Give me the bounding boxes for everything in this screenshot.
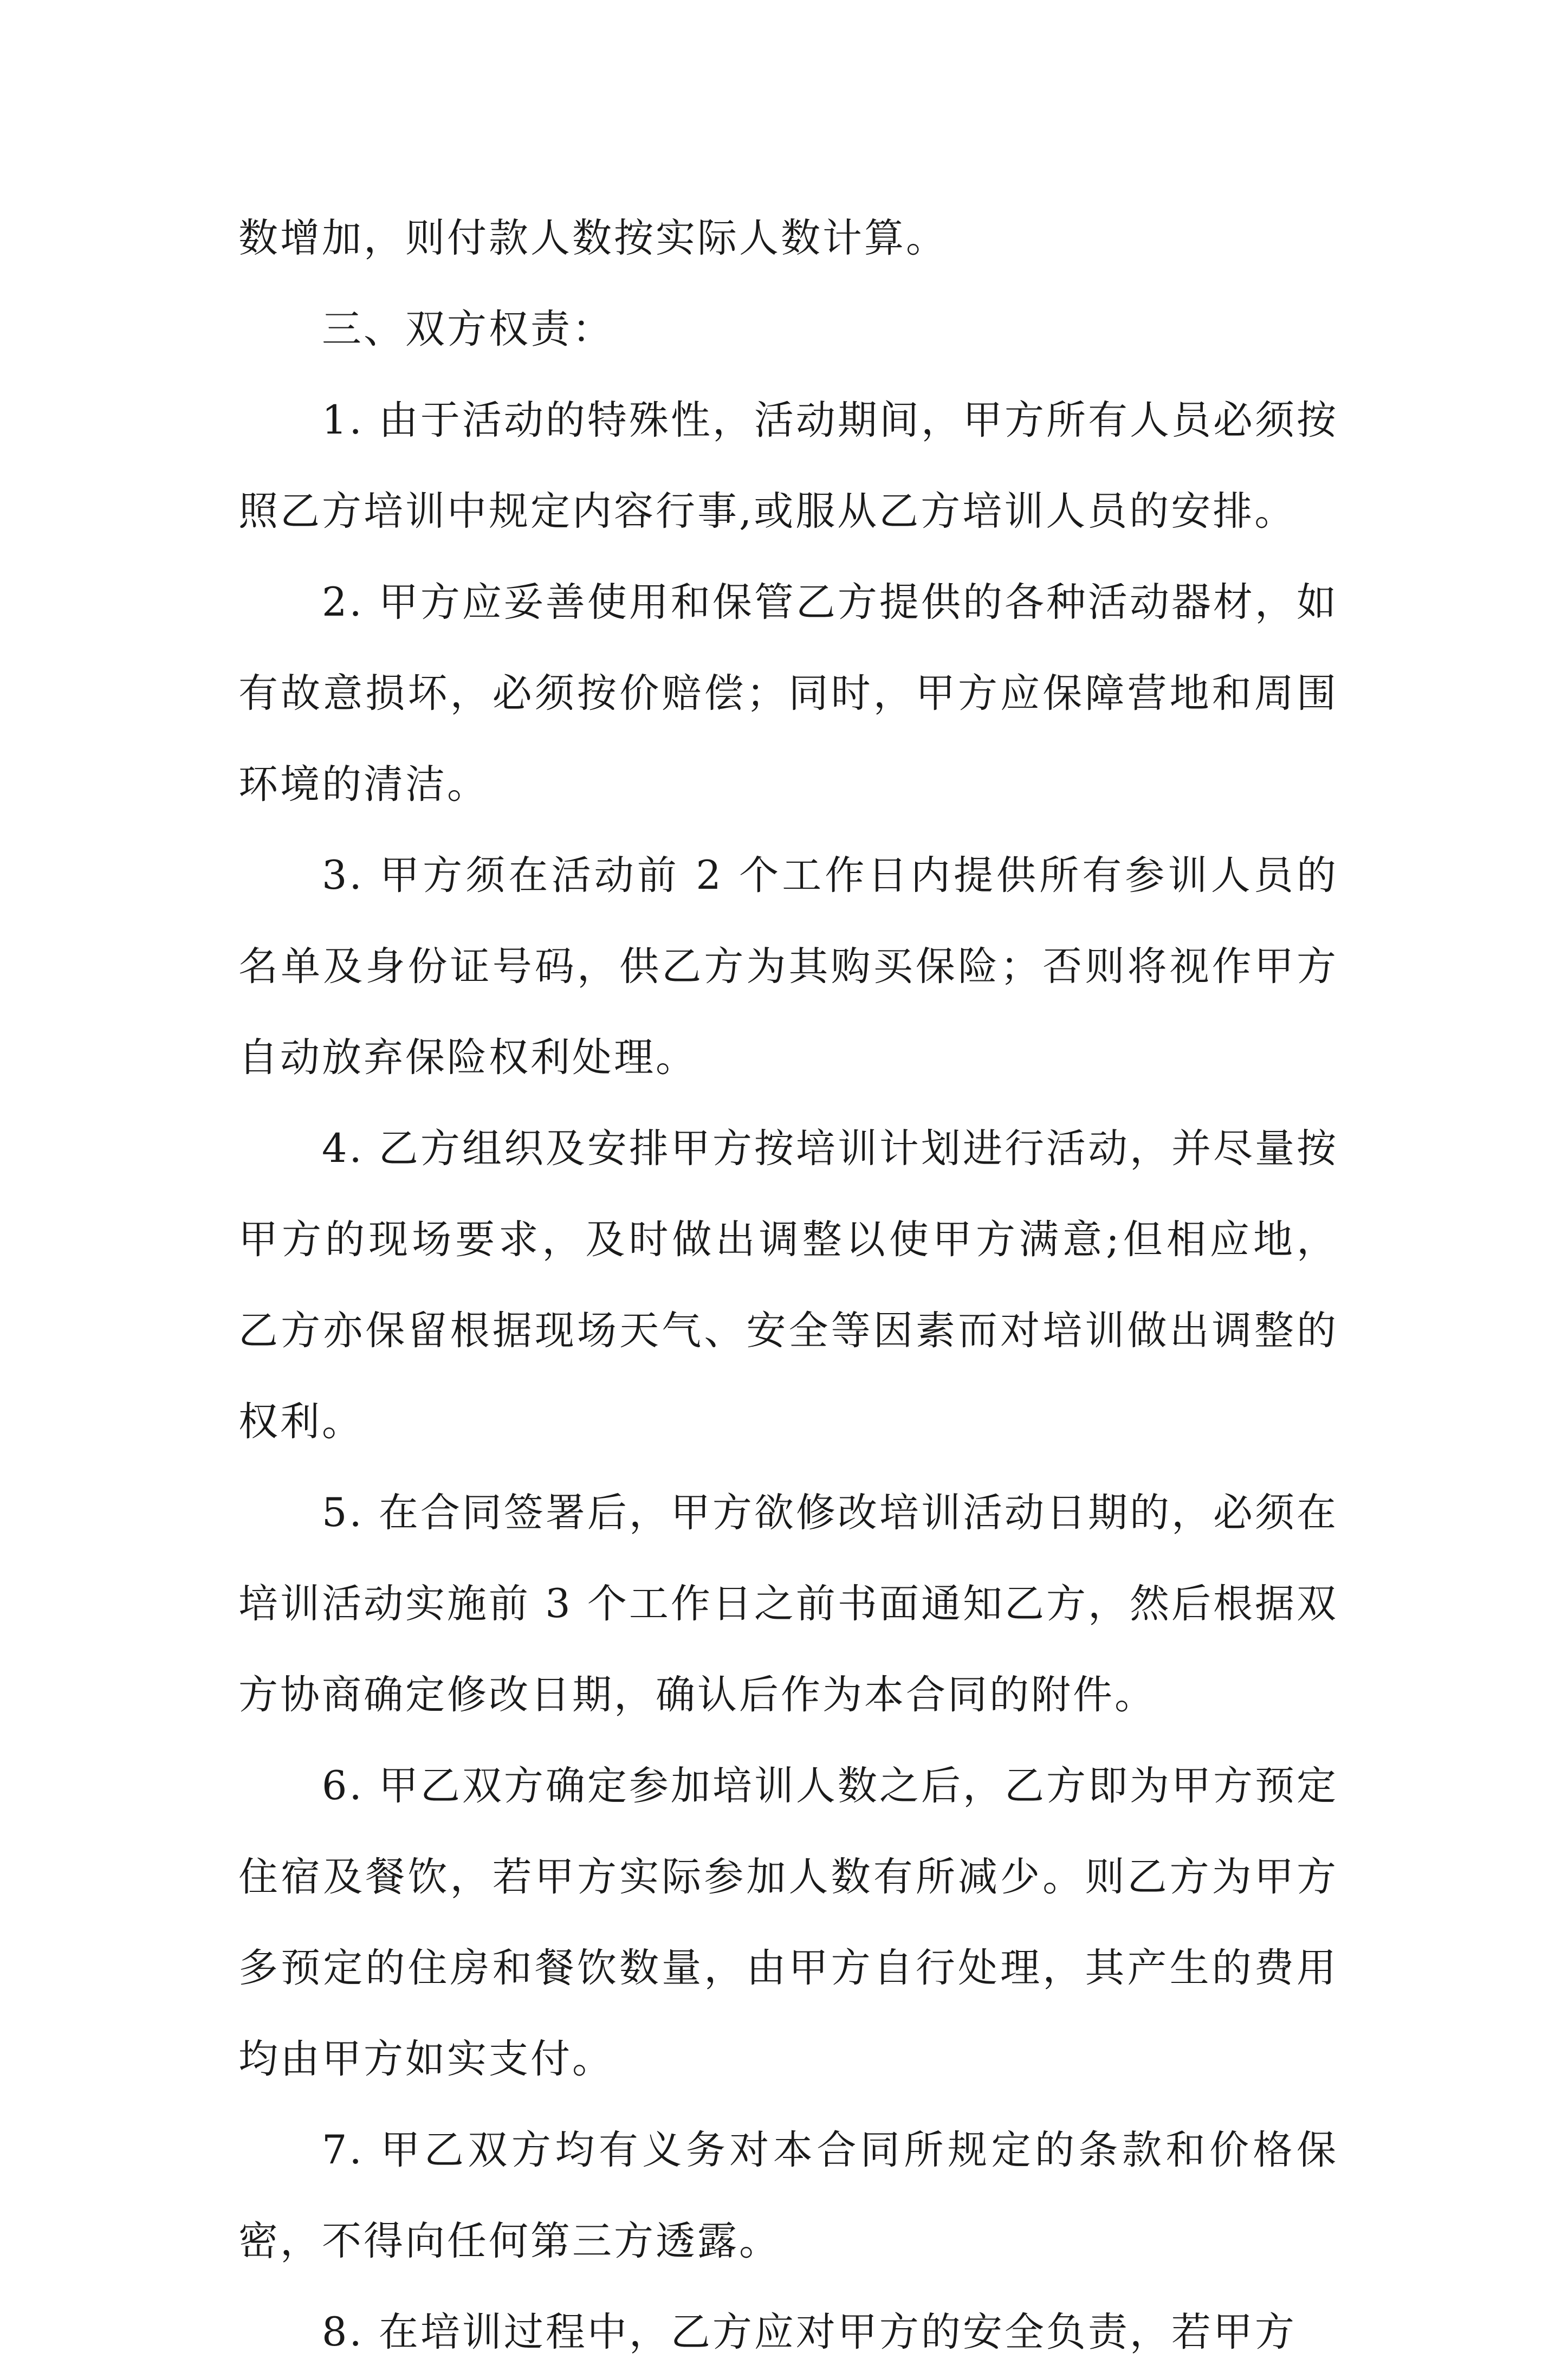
clause-1: 1. 由于活动的特殊性，活动期间，甲方所有人员必须按照乙方培训中规定内容行事,或服从乙方培训人员的安排。 (238, 397, 1338, 534)
document-body (238, 193, 1338, 2378)
clause-8: 8. 在培训过程中，乙方应对甲方的安全负责，若甲方 (322, 2309, 1297, 2355)
clause-2: 2. 甲方应妥善使用和保管乙方提供的各种活动器材，如有故意损坏，必须按价赔偿；同时，甲方应保障营地和周围环境的清洁。 (238, 579, 1338, 807)
section-heading-rights: 三、双方权责： (322, 306, 614, 352)
clause-3: 3. 甲方须在活动前 2 个工作日内提供所有参训人员的名单及身份证号码，供乙方为其购买保险；否则将视作甲方自动放弃保险权利处理。 (238, 852, 1338, 1081)
clause-5: 5. 在合同签署后，甲方欲修改培训活动日期的，必须在培训活动实施前 3 个工作日之前书面通知乙方，然后根据双方协商确定修改日期，确认后作为本合同的附件。 (238, 1490, 1338, 1718)
clause-7: 7. 甲乙双方均有义务对本合同所规定的条款和价格保密，不得向任何第三方透露。 (238, 2127, 1338, 2264)
paragraph-continuation: 数增加，则付款人数按实际人数计算。 (238, 215, 948, 261)
clause-4: 4. 乙方组织及安排甲方按培训计划进行活动，并尽量按甲方的现场要求，及时做出调整以使甲方满意;但相应地，乙方亦保留根据现场天气、安全等因素而对培训做出调整的权利。 (238, 1126, 1338, 1445)
clause-6: 6. 甲乙双方确定参加培训人数之后，乙方即为甲方预定住宿及餐饮，若甲方实际参加人数有所减少。则乙方为甲方多预定的住房和餐饮数量，由甲方自行处理，其产生的费用均由甲方如实支付。 (238, 1763, 1338, 2082)
